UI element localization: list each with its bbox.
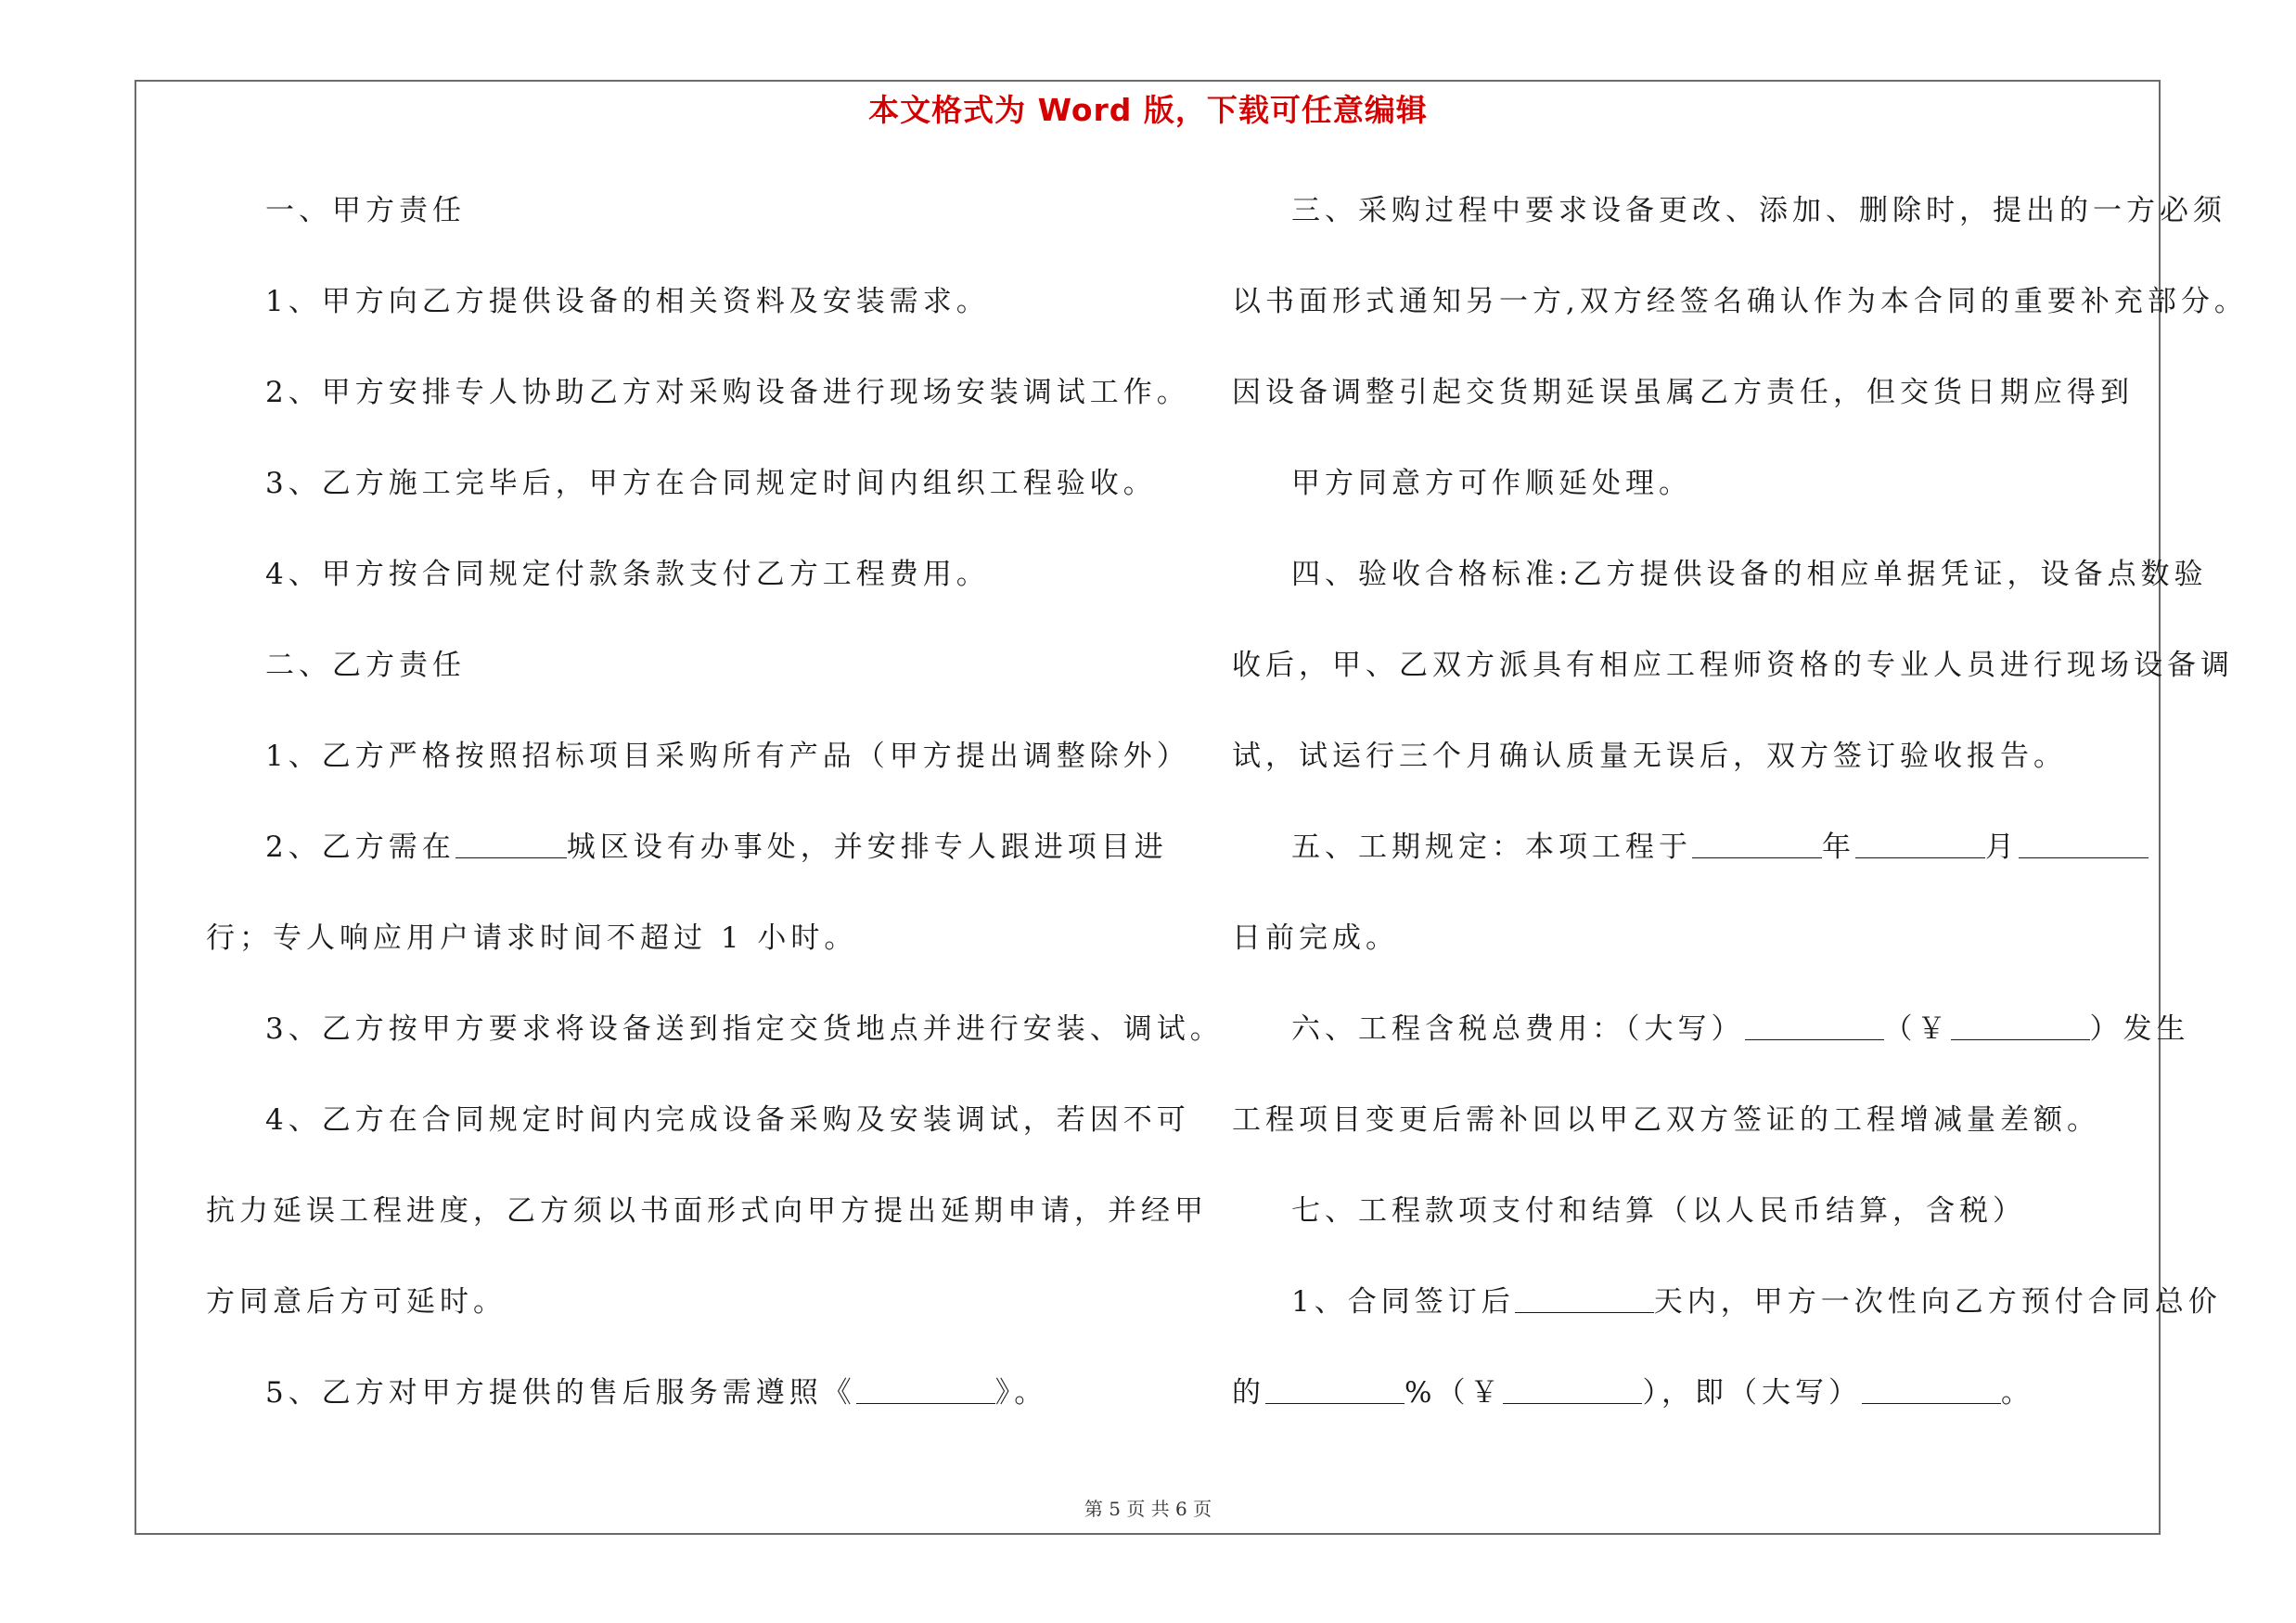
fill-in-blank[interactable] [1692, 831, 1822, 858]
clause-text: 2、乙方需在 [265, 831, 455, 864]
format-banner: 本文格式为 Word 版，下载可任意编辑 [868, 92, 1428, 128]
clause-text: （￥ [1883, 1012, 1951, 1046]
clause-continuation: 方同意后方可延时。 [206, 1285, 507, 1319]
clause-continuation: 抗力延误工程进度，乙方须以书面形式向甲方提出延期申请，并经甲 [206, 1194, 1208, 1228]
fill-in-blank[interactable] [856, 1377, 995, 1404]
fill-in-blank[interactable] [2019, 831, 2148, 858]
clause: 4、甲方按合同规定付款条款支付乙方工程费用。 [265, 558, 990, 591]
clause-continuation: 以书面形式通知另一方,双方经签名确认作为本合同的重要补充部分。 [1232, 285, 2248, 318]
fill-in-blank[interactable] [1855, 831, 1985, 858]
fill-in-blank[interactable] [455, 831, 567, 858]
clause-text: %（￥ [1405, 1376, 1504, 1410]
clause-continuation: 收后，甲、乙双方派具有相应工程师资格的专业人员进行现场设备调 [1232, 649, 2234, 682]
clause-text: 六、工程含税总费用：（大写） [1291, 1012, 1745, 1046]
fill-in-blank[interactable] [1515, 1286, 1654, 1313]
clause-text: 》。 [994, 1376, 1048, 1410]
clause-continuation: 工程项目变更后需补回以甲乙双方签证的工程增减量差额。 [1232, 1103, 2100, 1137]
clause [206, 1366, 1165, 1457]
right-column [1232, 184, 2248, 1457]
clause [1232, 1275, 2222, 1366]
section-heading: 一、甲方责任 [265, 194, 466, 227]
clause-text: ），即（大写） [1642, 1376, 1862, 1410]
clause-continuation: 试，试运行三个月确认质量无误后，双方签订验收报告。 [1232, 740, 2067, 773]
clause: 3、乙方施工完毕后，甲方在合同规定时间内组织工程验收。 [265, 467, 1157, 500]
clause-continuation: 因设备调整引起交货期延误虽属乙方责任，但交货日期应得到 [1232, 376, 2134, 409]
clause-text: 的 [1232, 1376, 1265, 1410]
clause-text: 城区设有办事处，并安排专人跟进项目进 [566, 831, 1168, 864]
clause-continuation: 行；专人响应用户请求时间不超过 1 小时。 [206, 921, 858, 955]
clause-text: 5、乙方对甲方提供的售后服务需遵照《 [265, 1376, 856, 1410]
clause-text: 1、合同签订后 [1291, 1285, 1515, 1319]
clause [1232, 1002, 2190, 1093]
clause [206, 820, 1168, 911]
clause: 三、采购过程中要求设备更改、添加、删除时，提出的一方必须 [1291, 194, 2226, 227]
left-column [206, 184, 1224, 1457]
clause: 1、甲方向乙方提供设备的相关资料及安装需求。 [265, 285, 990, 318]
clause: 甲方同意方可作顺延处理。 [1291, 467, 1692, 500]
clause: 4、乙方在合同规定时间内完成设备采购及安装调试，若因不可 [265, 1103, 1190, 1137]
fill-in-blank[interactable] [1745, 1013, 1884, 1040]
clause-text: 。 [2000, 1376, 2034, 1410]
clause-text: 五、工期规定：本项工程于 [1291, 831, 1692, 864]
clause: 四、验收合格标准:乙方提供设备的相应单据凭证，设备点数验 [1291, 558, 2208, 591]
clause-text: 月 [1985, 831, 2019, 864]
clause-text: ）发生 [2089, 1012, 2190, 1046]
fill-in-blank[interactable] [1265, 1377, 1405, 1404]
clause [1232, 820, 2178, 911]
section-heading: 二、乙方责任 [265, 649, 466, 682]
clause: 3、乙方按甲方要求将设备送到指定交货地点并进行安装、调试。 [265, 1012, 1224, 1046]
section-heading: 七、工程款项支付和结算（以人民币结算，含税） [1291, 1194, 2026, 1228]
page-number: 第 5 页 共 6 页 [1084, 1498, 1212, 1520]
clause: 2、甲方安排专人协助乙方对采购设备进行现场安装调试工作。 [265, 376, 1190, 409]
clause-text: 年 [1822, 831, 1855, 864]
fill-in-blank[interactable] [1951, 1013, 2090, 1040]
clause-text: 天内，甲方一次性向乙方预付合同总价 [1653, 1285, 2222, 1319]
fill-in-blank[interactable] [1862, 1377, 2001, 1404]
clause: 1、乙方严格按照招标项目采购所有产品（甲方提出调整除外） [265, 740, 1190, 773]
fill-in-blank[interactable] [1503, 1377, 1642, 1404]
clause-continuation: 日前完成。 [1232, 921, 1399, 955]
clause-continuation [1232, 1366, 2178, 1457]
